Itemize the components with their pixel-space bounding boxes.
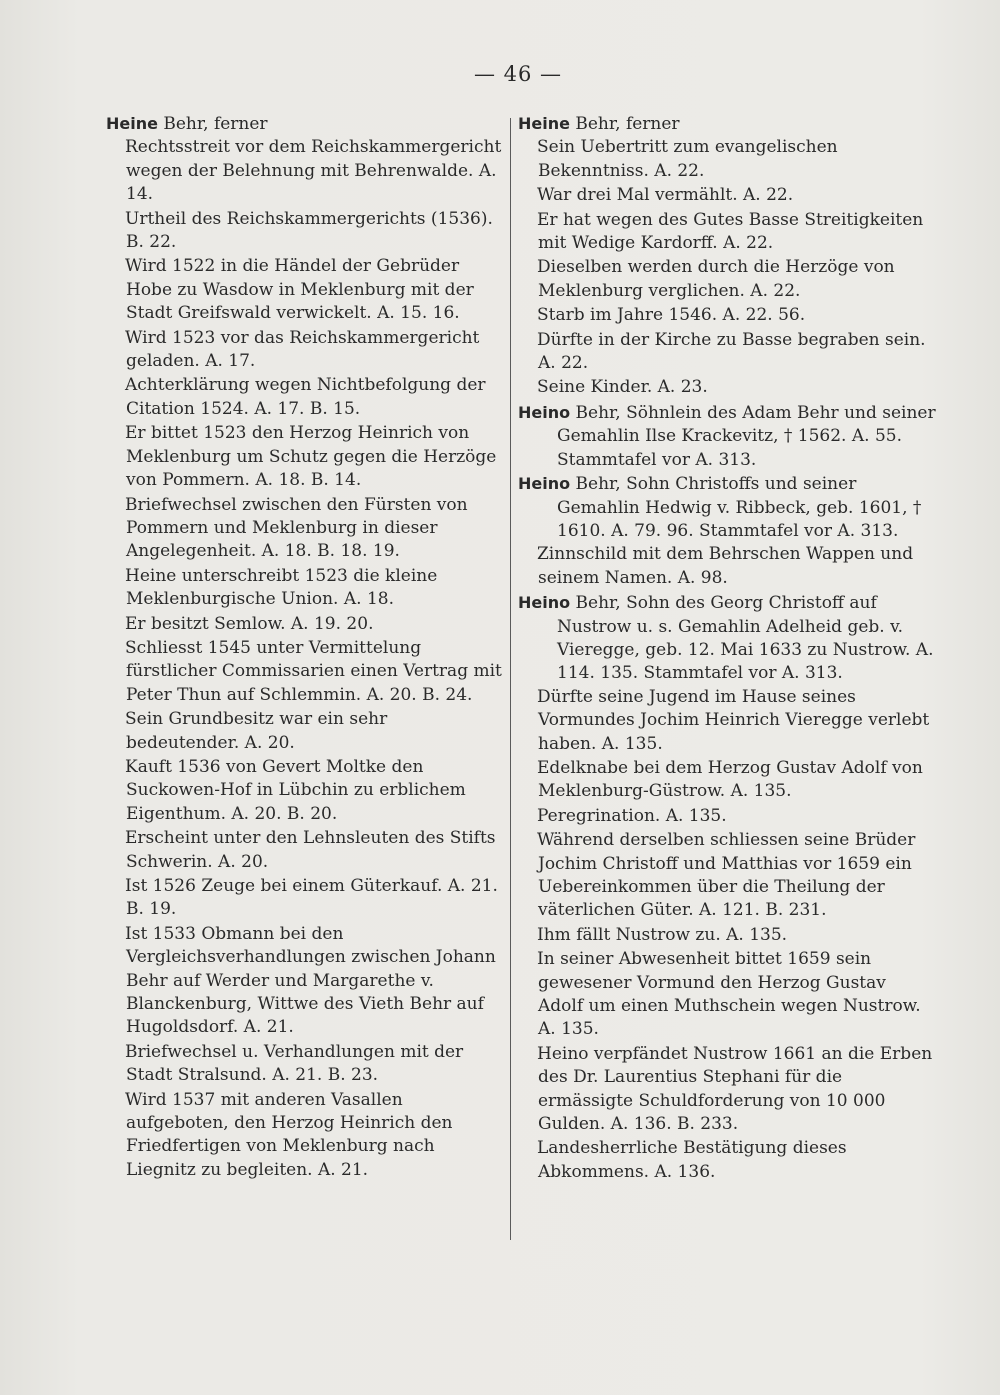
entry-item: Kauft 1536 von Gevert Moltke den Suckowen-Hof in Lübchin zu erblichem Eigenthum. A. 20. B. 20.	[125, 756, 466, 824]
entry-heading-text: Behr, Sohn Christoffs und seiner Gemahlin Hedwig v. Ribbeck, geb. 1601, † 1610. A. 79. 96. Stammtafel vor A. 313.	[557, 474, 922, 541]
entry-name: Heino	[518, 474, 571, 494]
entry-item: Briefwechsel zwischen den Fürsten von Pommern und Meklenburg in dieser Angelegenheit. A. 18. B. 18. 19.	[125, 494, 468, 562]
entry-item: Dieselben werden durch die Herzöge von Meklenburg verglichen. A. 22.	[537, 257, 895, 301]
entry-name: Heine	[106, 114, 158, 133]
entry-item: Er besitzt Semlow. A. 19. 20.	[125, 613, 374, 634]
left-column	[106, 112, 504, 1183]
entry-name: Heine	[518, 114, 570, 133]
entry-item: Edelknabe bei dem Herzog Gustav Adolf von Meklenburg-Güstrow. A. 135.	[537, 757, 923, 802]
entry-heading	[518, 112, 936, 136]
entry-item: Dürfte in der Kirche zu Basse begraben sein. A. 22.	[537, 329, 926, 374]
entry-item: Er hat wegen des Gutes Basse Streitigkeiten mit Wedige Kardorff. A. 22.	[537, 209, 924, 254]
entry-heading	[518, 591, 936, 686]
entry-item: Ihm fällt Nustrow zu. A. 135.	[537, 924, 788, 945]
entry-name: Heino	[518, 593, 571, 613]
entry-item: Briefwechsel u. Verhandlungen mit der Stadt Stralsund. A. 21. B. 23.	[125, 1041, 464, 1086]
entry-item: Seine Kinder. A. 23.	[537, 377, 708, 398]
entry-item: Starb im Jahre 1546. A. 22. 56.	[537, 305, 806, 326]
entry-heading-text: Behr, Sohn des Georg Christoff auf Nustrow u. s. Gemahlin Adelheid geb. v. Vieregge, geb. 12. Mai 1633 zu Nustrow. A. 114. 135. Stammtafel vor A. 313.	[557, 593, 934, 684]
entry-item: War drei Mal vermählt. A. 22.	[537, 185, 794, 206]
right-column	[518, 112, 936, 1185]
entry-item: Erscheint unter den Lehnsleuten des Stifts Schwerin. A. 20.	[125, 828, 496, 872]
entry	[518, 112, 936, 400]
entry-item: Achterklärung wegen Nichtbefolgung der Citation 1524. A. 17. B. 15.	[125, 375, 486, 419]
entry-name: Heino	[518, 402, 571, 422]
entry-item: In seiner Abwesenheit bittet 1659 sein gewesener Vormund den Herzog Gustav Adolf um einen Muthschein wegen Nustrow. A. 135.	[537, 949, 921, 1040]
entry-heading-text: Behr, ferner	[157, 114, 268, 134]
entry-item: Dürfte seine Jugend im Hause seines Vormundes Jochim Heinrich Vieregge verlebt haben. A. 135.	[537, 686, 930, 754]
entry-item: Heine unterschreibt 1523 die kleine Meklenburgische Union. A. 18.	[125, 565, 438, 610]
entry-item: Ist 1526 Zeuge bei einem Güterkauf. A. 21. B. 19.	[125, 876, 498, 920]
entry-item: Urtheil des Reichskammergerichts (1536). B. 22.	[125, 208, 493, 253]
entry-item: Ist 1533 Obmann bei den Vergleichsverhandlungen zwischen Johann Behr auf Werder und Margarethe v. Blanckenburg, Wittwe des Vieth Behr auf Hugoldsdorf. A. 21.	[125, 923, 496, 1038]
entry-item: Rechtsstreit vor dem Reichskammergericht wegen der Belehnung mit Behrenwalde. A. 14.	[125, 137, 502, 205]
entry-item: Während derselben schliessen seine Brüder Jochim Christoff und Matthias vor 1659 ein Uebereinkommen über die Theilung der väterlichen Güter. A. 121. B. 231.	[537, 830, 916, 921]
entry-item: Sein Uebertritt zum evangelischen Bekenntniss. A. 22.	[537, 137, 838, 181]
entry	[518, 401, 936, 472]
entry-item: Wird 1523 vor das Reichskammergericht geladen. A. 17.	[125, 327, 480, 372]
entry	[106, 112, 504, 1182]
entry-item: Wird 1522 in die Händel der Gebrüder Hobe zu Wasdow in Meklenburg mit der Stadt Greifswald verwickelt. A. 15. 16.	[125, 256, 474, 324]
page-number: — 46 —	[473, 62, 563, 86]
entry-item: Wird 1537 mit anderen Vasallen aufgeboten, den Herzog Heinrich den Friedfertigen von Meklenburg nach Liegnitz zu begleiten. A. 21.	[125, 1089, 453, 1180]
entry-item: Schliesst 1545 unter Vermittelung fürstlicher Commissarien einen Vertrag mit Peter Thun auf Schlemmin. A. 20. B. 24.	[125, 637, 502, 705]
entry-heading	[106, 112, 504, 136]
entry-heading-text: Behr, Söhnlein des Adam Behr und seiner Gemahlin Ilse Krackevitz, † 1562. A. 55. Stammtafel vor A. 313.	[557, 402, 936, 470]
entry-heading	[518, 401, 936, 472]
entry	[518, 591, 936, 1184]
entry-heading	[518, 472, 936, 543]
column-divider	[510, 118, 511, 1240]
entry-item: Heino verpfändet Nustrow 1661 an die Erben des Dr. Laurentius Stephani für die ermässigte Schuldforderung von 10 000 Gulden. A. 136. B. 233.	[537, 1043, 933, 1135]
entry-item: Er bittet 1523 den Herzog Heinrich von Meklenburg um Schutz gegen die Herzöge von Pommern. A. 18. B. 14.	[125, 423, 497, 491]
entry-item: Landesherrliche Bestätigung dieses Abkommens. A. 136.	[537, 1138, 847, 1182]
entry-heading-text: Behr, ferner	[569, 114, 680, 134]
entry-item: Zinnschild mit dem Behrschen Wappen und seinem Namen. A. 98.	[537, 544, 914, 588]
entry-item: Peregrination. A. 135.	[537, 805, 727, 826]
entry-item: Sein Grundbesitz war ein sehr bedeutender. A. 20.	[125, 709, 388, 753]
entry	[518, 472, 936, 590]
